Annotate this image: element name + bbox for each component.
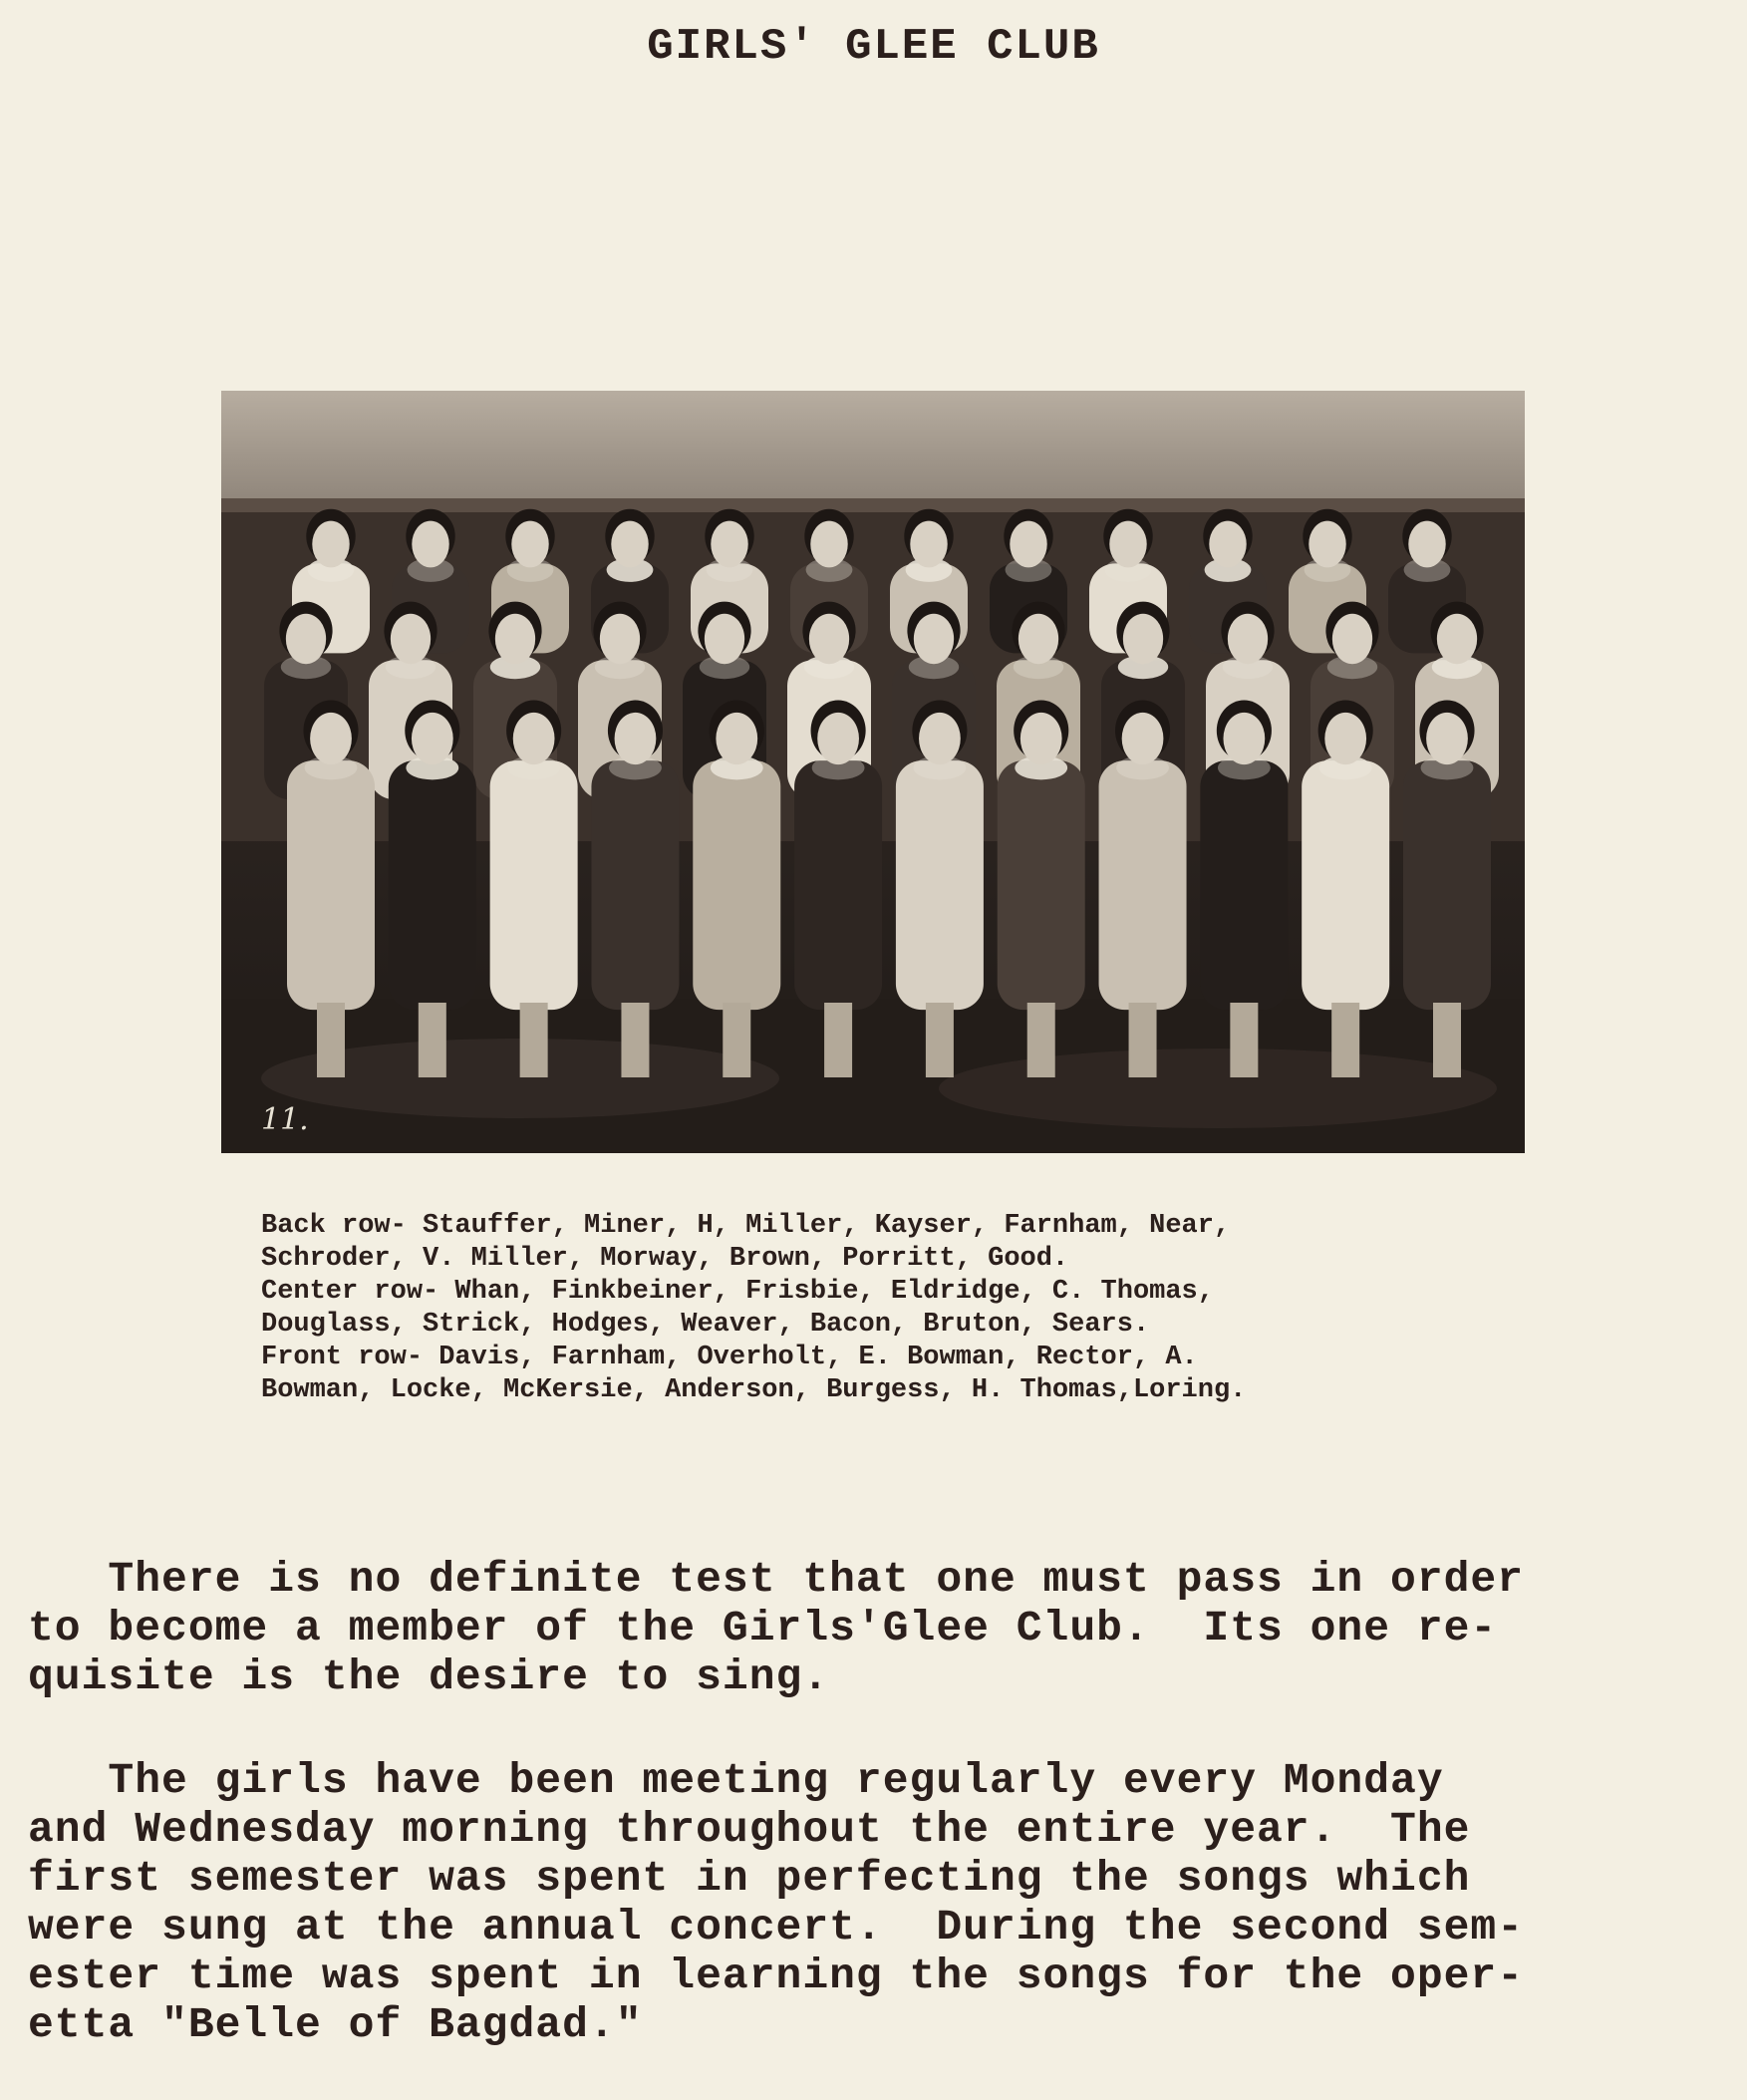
paragraph-line: quisite is the desire to sing. (28, 1652, 830, 1701)
person-face (511, 521, 548, 568)
person-face (1437, 614, 1477, 664)
person-legs (621, 1003, 649, 1077)
person-legs (1331, 1003, 1359, 1077)
person-face (286, 614, 326, 664)
paragraph-line: The girls have been meeting regularly every Monday (28, 1756, 1444, 1805)
person-body (896, 760, 984, 1010)
caption-line: Back row- Stauffer, Miner, H, Miller, Kayser, Farnham, Near, (261, 1211, 1231, 1241)
page-title: GIRLS' GLEE CLUB (647, 22, 1100, 72)
person-face (716, 713, 757, 764)
person-body (1099, 760, 1187, 1010)
person-face (412, 713, 453, 764)
caption-line: Bowman, Locke, McKersie, Anderson, Burgess, H. Thomas,Loring. (261, 1375, 1247, 1405)
person-legs (317, 1003, 345, 1077)
paragraph-line: etta "Belle of Bagdad." (28, 2000, 643, 2049)
person-body (1302, 760, 1389, 1010)
caption-line: Front row- Davis, Farnham, Overholt, E. Bowman, Rector, A. (261, 1343, 1198, 1372)
caption-line: Douglass, Strick, Hodges, Weaver, Bacon, Bruton, Sears. (261, 1310, 1150, 1340)
person-face (1019, 614, 1058, 664)
person-body (1403, 760, 1491, 1010)
person-face (611, 521, 648, 568)
paragraph-activities (28, 1756, 1742, 2049)
person-body (794, 760, 882, 1010)
person-face (914, 614, 954, 664)
person-face (495, 614, 535, 664)
person-face (600, 614, 640, 664)
person-face (1020, 713, 1062, 764)
person-face (1426, 713, 1468, 764)
paragraph-line: There is no definite test that one must pass in order (28, 1555, 1525, 1604)
person-face (1408, 521, 1445, 568)
person-face (705, 614, 744, 664)
person-face (1209, 521, 1246, 568)
person-legs (1027, 1003, 1055, 1077)
person-legs (520, 1003, 548, 1077)
person-legs (1433, 1003, 1461, 1077)
person-face (1123, 614, 1163, 664)
paragraph-line: to become a member of the Girls'Glee Club. Its one re- (28, 1604, 1498, 1652)
person-legs (824, 1003, 852, 1077)
person-face (310, 713, 352, 764)
person-face (391, 614, 431, 664)
person-face (615, 713, 657, 764)
person-body (1200, 760, 1288, 1010)
person-face (1332, 614, 1372, 664)
person-face (809, 614, 849, 664)
person-face (910, 521, 947, 568)
paragraph-line: ester time was spent in learning the songs for the oper- (28, 1951, 1525, 2000)
caption-line: Schroder, V. Miller, Morway, Brown, Porritt, Good. (261, 1244, 1069, 1274)
paragraph-line: and Wednesday morning throughout the entire year. The (28, 1805, 1471, 1854)
person-face (817, 713, 859, 764)
person-face (919, 713, 961, 764)
person-face (1010, 521, 1046, 568)
person-legs (419, 1003, 446, 1077)
person-face (1228, 614, 1268, 664)
person-face (412, 521, 448, 568)
person-body (287, 760, 375, 1010)
person-legs (926, 1003, 954, 1077)
person-face (1223, 713, 1265, 764)
person-face (711, 521, 747, 568)
photo-caption (261, 1210, 1557, 1407)
person-face (1324, 713, 1366, 764)
caption-line: Center row- Whan, Finkbeiner, Frisbie, Eldridge, C. Thomas, (261, 1277, 1214, 1307)
paragraph-line: were sung at the annual concert. During the second sem- (28, 1903, 1525, 1951)
person-legs (1230, 1003, 1258, 1077)
person-face (1122, 713, 1164, 764)
person-face (1109, 521, 1146, 568)
person-face (1309, 521, 1345, 568)
photo-number-mark: 11. (261, 1102, 309, 1137)
person-face (810, 521, 847, 568)
person-body (693, 760, 780, 1010)
person-body (389, 760, 476, 1010)
person-face (312, 521, 349, 568)
person-body (490, 760, 578, 1010)
group-photo (221, 391, 1525, 1153)
person-legs (723, 1003, 750, 1077)
paragraph-membership (28, 1555, 1742, 1701)
person-body (998, 760, 1085, 1010)
paragraph-line: first semester was spent in perfecting the songs which (28, 1854, 1471, 1903)
person-legs (1129, 1003, 1157, 1077)
person-face (513, 713, 555, 764)
group-photo-illustration (221, 391, 1525, 1153)
person-body (591, 760, 679, 1010)
